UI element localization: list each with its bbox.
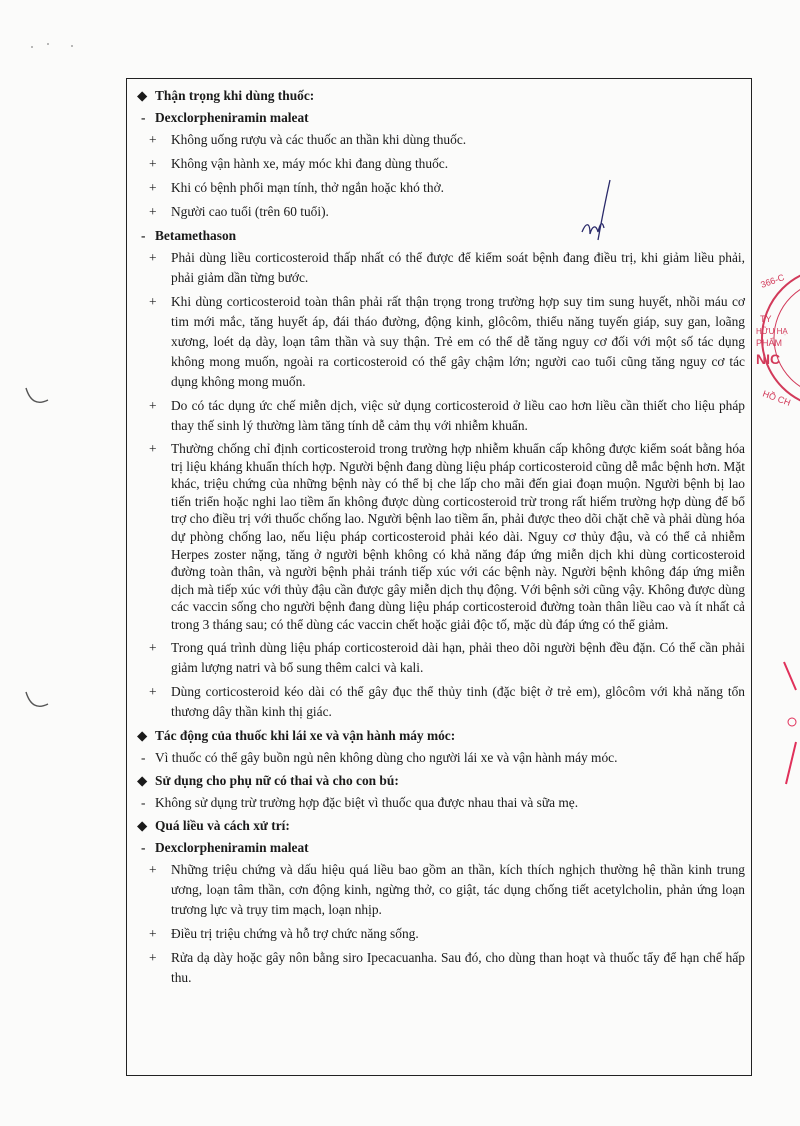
list-item: + Không uống rượu và các thuốc an thần khi dùng thuốc. (147, 130, 745, 150)
plus-bullet-icon: + (149, 250, 157, 265)
plus-bullet-icon: + (149, 861, 157, 877)
list-item: + Thường chống chỉ định corticosteroid trong trường hợp nhiễm khuẩn cấp không được kiểm soát bằng hóa trị liệu kháng khuẩn thích hợp. Người bệnh đang dùng liệu pháp corticosteroid cũng dễ mắc bệnh hơn. Mặt khác, triệu chứng của những bệnh này có thể bị che lấp cho mãi đến giai đoạn muộn. Người bệnh bị lao tiến triển hoặc nghi lao tiềm ẩn không được dùng corticosteroid trừ trong rất hiếm trường hợp dùng để bổ trợ cho điều trị với thuốc chống lao. Người bệnh lao tiềm ẩn, phải được theo dõi chặt chẽ và phải dùng hóa dự phòng chống lao, nếu liệu pháp corticosteroid phải kéo dài. Nguy cơ thủy đậu, và có thể cả nhiễm Herpes zoster nặng, tăng ở người bệnh không có khả năng đáp ứng miễn dịch khi dùng corticosteroid đường toàn thân, và người bệnh phải tránh tiếp xúc với các bệnh này. Người bệnh không đáp ứng miễn dịch mà tiếp xúc với thủy đậu cần được gây miễn dịch thụ động. Với bệnh sởi cũng vậy. Không được dùng các vaccin sống cho người bệnh đang dùng liệu pháp corticosteroid đường toàn thân liều cao và ít nhất cả trong 3 tháng sau; có thể dùng các vaccin chết hoặc giải độc tố, mặc dù đáp ứng có thể giảm. (149, 441, 745, 632)
list-item: + Phải dùng liều corticosteroid thấp nhất có thể được để kiểm soát bệnh đang điều trị, khi giảm liều phải, phải giảm dần từng bước. (147, 248, 745, 288)
list-item: + Dùng corticosteroid kéo dài có thể gây đục thể thủy tinh (đặc biệt ở trẻ em), glôcôm với khả năng tổn thương dây thần kinh thị giác. (147, 682, 745, 722)
diamond-bullet-icon: ◆ (137, 817, 148, 833)
group-title: Dexclorpheniramin maleat (155, 839, 309, 855)
group-heading: - Betamethason (137, 226, 745, 246)
plus-bullet-icon: + (149, 156, 157, 171)
section-heading (137, 816, 745, 836)
list-item: + Không vận hành xe, máy móc khi đang dùng thuốc. (147, 154, 745, 174)
punch-hole-mark (22, 686, 50, 716)
plus-bullet-icon: + (149, 441, 157, 456)
svg-text:TY: TY (760, 314, 772, 324)
group-title: Betamethason (155, 228, 237, 243)
section-text: - Vì thuốc có thể gây buồn ngủ nên không dùng cho người lái xe và vận hành máy móc. (141, 749, 618, 765)
list-item: + Khi có bệnh phổi mạn tính, thở ngắn hoặc khó thở. (147, 178, 745, 198)
svg-text:366-C: 366-C (759, 272, 786, 290)
plus-bullet-icon: + (149, 925, 157, 941)
plus-bullet-icon: + (149, 180, 157, 195)
section-text: - Không sử dụng trừ trường hợp đặc biệt vì thuốc qua được nhau thai và sữa mẹ. (141, 794, 579, 810)
section-title: Tác động của thuốc khi lái xe và vận hành máy móc: (155, 727, 456, 743)
list-item: + Những triệu chứng và dấu hiệu quá liều bao gồm an thần, kích thích nghịch thường hệ thần kinh trung ương, loạn tâm thần, cơn động kinh, ngừng thở, co giật, tác dụng chống tiết acetylcholin, phản ứng loạn trương lực và trụy tim mạch, loạn nhịp. (147, 860, 745, 920)
section-title: Thận trọng khi dùng thuốc: (155, 88, 315, 103)
company-stamp (754, 268, 800, 418)
section-title: Quá liều và cách xử trí: (155, 817, 290, 833)
list-item: + Điều trị triệu chứng và hỗ trợ chức năng sống. (147, 924, 745, 944)
plus-bullet-icon: + (149, 683, 157, 699)
plus-bullet-icon: + (149, 294, 157, 309)
section-title: Sử dụng cho phụ nữ có thai và cho con bú: (155, 772, 399, 788)
list-item: + Do có tác dụng ức chế miễn dịch, việc sử dụng corticosteroid ở liều cao hơn liều cần thiết cho liệu pháp thay thế sinh lý thường làm tăng tính dễ cảm thụ với nhiễm khuẩn. (147, 396, 745, 436)
plus-bullet-icon: + (149, 949, 157, 965)
list-item: + Người cao tuổi (trên 60 tuổi). (147, 202, 745, 222)
diamond-bullet-icon: ◆ (137, 727, 148, 743)
red-tick-mark (782, 660, 800, 790)
list-item: + Trong quá trình dùng liệu pháp corticosteroid dài hạn, phải theo dõi người bệnh đều đặn. Có thể cần phải giảm lượng natri và bổ sung thêm calci và kali. (147, 638, 745, 678)
group-heading: - Dexclorpheniramin maleat (137, 838, 745, 858)
svg-text:PHẨM: PHẨM (756, 338, 783, 348)
list-item: + Rửa dạ dày hoặc gây nôn bằng siro Ipecacuanha. Sau đó, cho dùng than hoạt và thuốc tẩy để hạn chế hấp thu. (147, 948, 745, 988)
diamond-bullet-icon: ◆ (137, 88, 148, 103)
plus-bullet-icon: + (149, 132, 157, 147)
svg-text:HỒ CH: HỒ CH (761, 388, 792, 408)
group-heading: - Dexclorpheniramin maleat (137, 108, 745, 128)
svg-text:HỮU HẠ: HỮU HẠ (756, 327, 788, 336)
plus-bullet-icon: + (149, 398, 157, 413)
svg-text:NIC: NIC (756, 351, 781, 367)
list-item: + Khi dùng corticosteroid toàn thân phải rất thận trọng trong trường hợp suy tim sung huyết, nhồi máu cơ tim mới mắc, tăng huyết áp, đái tháo đường, động kinh, glôcôm, thiểu năng tuyến giáp, suy gan, loãng xương, loét dạ dày, loạn tâm thần và suy thận. Trẻ em có thể dễ tăng nguy cơ đối với một số tác dụng không mong muốn, ngoài ra corticosteroid có thể gây chậm lớn; người cao tuổi cũng tăng nguy cơ tác dụng không mong muốn. (147, 292, 745, 392)
group-title: Dexclorpheniramin maleat (155, 110, 309, 125)
section-heading (137, 86, 745, 106)
scan-speck (28, 38, 78, 52)
document-frame (126, 78, 752, 1076)
plus-bullet-icon: + (149, 204, 157, 219)
plus-bullet-icon: + (149, 639, 157, 655)
section-heading (137, 726, 745, 746)
punch-hole-mark (22, 382, 50, 412)
section-heading (137, 771, 745, 791)
diamond-bullet-icon: ◆ (137, 772, 148, 788)
